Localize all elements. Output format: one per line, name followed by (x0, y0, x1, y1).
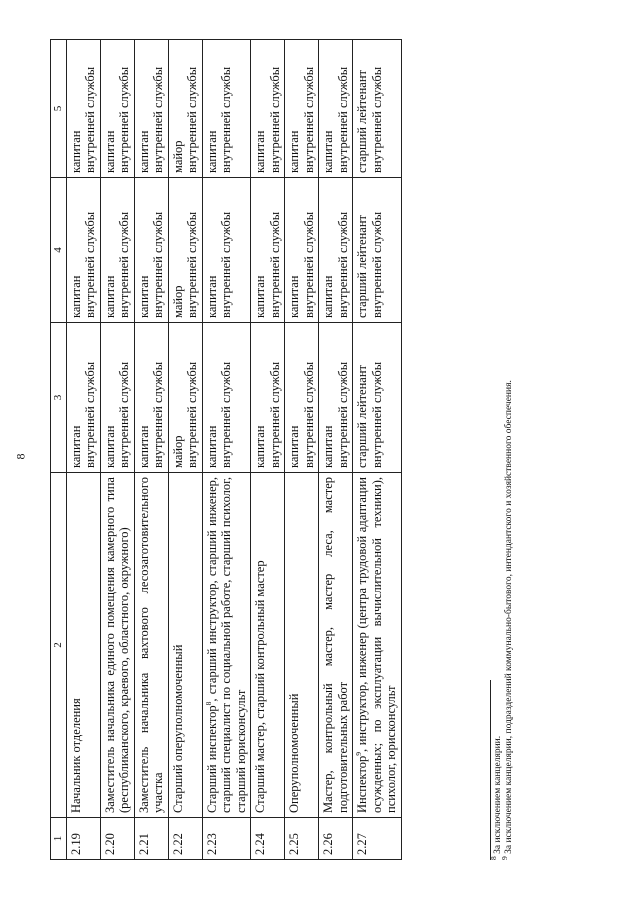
rank-service: внутренней службы (185, 361, 199, 468)
rank-service: внутренней службы (335, 361, 350, 468)
rank-title: капитан (204, 275, 219, 318)
rank-title: капитан (321, 130, 335, 173)
footnote (499, 40, 515, 860)
footnote-mark: 8 (488, 856, 498, 860)
rank-service: внутренней службы (369, 66, 384, 173)
rank-title: капитан (321, 275, 335, 318)
rank-service: внутренней службы (83, 211, 97, 318)
rank-service: внутренней службы (369, 211, 384, 318)
rank-service: внутренней службы (369, 361, 384, 468)
rank-cell (353, 40, 402, 178)
rank-service: внутренней службы (335, 211, 350, 318)
position-text: Старший мастер, старший контрольный мастер (253, 560, 267, 813)
position-cell (353, 473, 402, 818)
rank-service: внутренней службы (185, 211, 199, 318)
rank-cell (285, 323, 319, 473)
table-body (66, 40, 401, 860)
ranks-table (50, 39, 402, 860)
rank-service: внутренней службы (117, 66, 131, 173)
rank-title: майор (170, 140, 185, 173)
rank-service: внутренней службы (151, 66, 165, 173)
position-cell (251, 473, 285, 818)
rank-title: капитан (68, 275, 83, 318)
footnote-rule (490, 680, 491, 860)
rank-service: внутренней службы (301, 211, 316, 318)
page-number: 8 (13, 453, 28, 460)
rank-cell (100, 178, 134, 323)
position-text: Заместитель начальника единого помещения камерного типа (республиканского, краевого, областного, окружного) (102, 477, 131, 813)
position-cell (168, 473, 202, 818)
rank-service: внутренней службы (219, 211, 233, 318)
position-cell (285, 473, 319, 818)
rank-title: капитан (102, 425, 117, 468)
rank-service: внутренней службы (185, 66, 199, 173)
rank-cell (134, 323, 168, 473)
rank-title: старший лейтенант (355, 70, 369, 173)
table-row (319, 40, 353, 860)
rank-service: внутренней службы (83, 361, 97, 468)
rank-title: капитан (136, 425, 151, 468)
rank-cell (353, 323, 402, 473)
table-row (168, 40, 202, 860)
footnotes (490, 40, 515, 860)
rank-cell (134, 178, 168, 323)
row-number: 2.27 (353, 818, 402, 860)
footnote-mark: 9 (499, 856, 509, 860)
rank-cell (202, 178, 251, 323)
position-text: Старший инспектор (204, 705, 219, 813)
row-number: 2.23 (202, 818, 251, 860)
table-row (251, 40, 285, 860)
position-cell (100, 473, 134, 818)
rank-cell (319, 178, 353, 323)
table-header-row (51, 40, 67, 860)
rank-service: внутренней службы (267, 361, 282, 468)
rank-title: капитан (253, 425, 267, 468)
rank-cell (66, 178, 100, 323)
rank-title: старший лейтенант (355, 365, 369, 468)
rank-title: капитан (204, 130, 219, 173)
rank-cell (134, 40, 168, 178)
rank-title: капитан (102, 130, 117, 173)
rank-cell (202, 40, 251, 178)
column-header: 3 (51, 323, 67, 473)
rank-cell (66, 323, 100, 473)
position-text: Оперуполномоченный (287, 693, 301, 813)
position-text: Старший оперуполномоченный (170, 644, 185, 813)
rank-cell (251, 178, 285, 323)
rank-title: капитан (68, 130, 83, 173)
position-cell (319, 473, 353, 818)
rank-title: майор (170, 435, 185, 468)
rank-title: майор (170, 285, 185, 318)
rank-cell (100, 323, 134, 473)
rank-title: капитан (287, 275, 301, 318)
footnote-text: За исключением канцелярии, подразделений коммунально-бытового, интендантского и хозяйственного обеспечения. (504, 380, 514, 854)
rank-title: капитан (253, 130, 267, 173)
position-text-rest: , инструктор, инженер (центра трудовой адаптации осужденных; по эксплуатации вычислительной техники), психолог, юрисконсульт (355, 477, 398, 813)
rank-service: внутренней службы (219, 66, 233, 173)
rank-cell (319, 323, 353, 473)
position-text: Мастер, контрольный мастер, мастер леса, мастер подготовительных работ (321, 477, 350, 813)
rank-cell (168, 178, 202, 323)
row-number: 2.21 (134, 818, 168, 860)
rank-title: капитан (136, 275, 151, 318)
table-row (100, 40, 134, 860)
rotated-content (50, 40, 530, 860)
table-row (66, 40, 100, 860)
row-number: 2.20 (100, 818, 134, 860)
rank-cell (66, 40, 100, 178)
rank-cell (202, 323, 251, 473)
rank-title: капитан (204, 425, 219, 468)
rank-title: капитан (102, 275, 117, 318)
rank-service: внутренней службы (117, 361, 131, 468)
footnote (488, 40, 504, 860)
rank-service: внутренней службы (117, 211, 131, 318)
footnote-text: За исключением канцелярии. (493, 735, 503, 854)
column-header: 4 (51, 178, 67, 323)
row-number: 2.26 (319, 818, 353, 860)
footnote-ref: 9 (353, 752, 363, 756)
table-row (353, 40, 402, 860)
rank-cell (100, 40, 134, 178)
rank-cell (168, 40, 202, 178)
rank-cell (285, 40, 319, 178)
rank-title: капитан (287, 130, 301, 173)
position-cell (134, 473, 168, 818)
rank-service: внутренней службы (301, 66, 316, 173)
rank-cell (285, 178, 319, 323)
row-number: 2.25 (285, 818, 319, 860)
position-text: Начальник отделения (68, 698, 83, 813)
rank-service: внутренней службы (267, 66, 282, 173)
rank-title: капитан (68, 425, 83, 468)
rank-cell (353, 178, 402, 323)
rank-title: капитан (321, 425, 335, 468)
rank-cell (251, 40, 285, 178)
table-row (134, 40, 168, 860)
rank-service: внутренней службы (151, 211, 165, 318)
rank-service: внутренней службы (301, 361, 316, 468)
table-row (285, 40, 319, 860)
rank-cell (251, 323, 285, 473)
row-number: 2.24 (251, 818, 285, 860)
row-number: 2.19 (66, 818, 100, 860)
rank-service: внутренней службы (83, 66, 97, 173)
position-text: Заместитель начальника вахтового лесозаготовительного участка (136, 477, 165, 813)
rank-title: старший лейтенант (355, 215, 369, 318)
rank-cell (319, 40, 353, 178)
position-cell (66, 473, 100, 818)
rank-title: капитан (136, 130, 151, 173)
rotated-page (50, 40, 530, 860)
table-row (202, 40, 251, 860)
position-text-rest: , старший инструктор, старший инженер, старший специалист по социальной работе, старший психолог, старший юрисконсульт (204, 477, 248, 813)
rank-service: внутренней службы (219, 361, 233, 468)
column-header: 2 (51, 473, 67, 818)
footnote-ref: 8 (203, 701, 213, 706)
rank-service: внутренней службы (335, 66, 350, 173)
column-header: 5 (51, 40, 67, 178)
rank-title: капитан (253, 275, 267, 318)
rank-service: внутренней службы (151, 361, 165, 468)
position-cell (202, 473, 251, 818)
position-text: Инспектор (355, 755, 369, 813)
rank-cell (168, 323, 202, 473)
column-header: 1 (51, 818, 67, 860)
rank-title: капитан (287, 425, 301, 468)
rank-service: внутренней службы (267, 211, 282, 318)
row-number: 2.22 (168, 818, 202, 860)
